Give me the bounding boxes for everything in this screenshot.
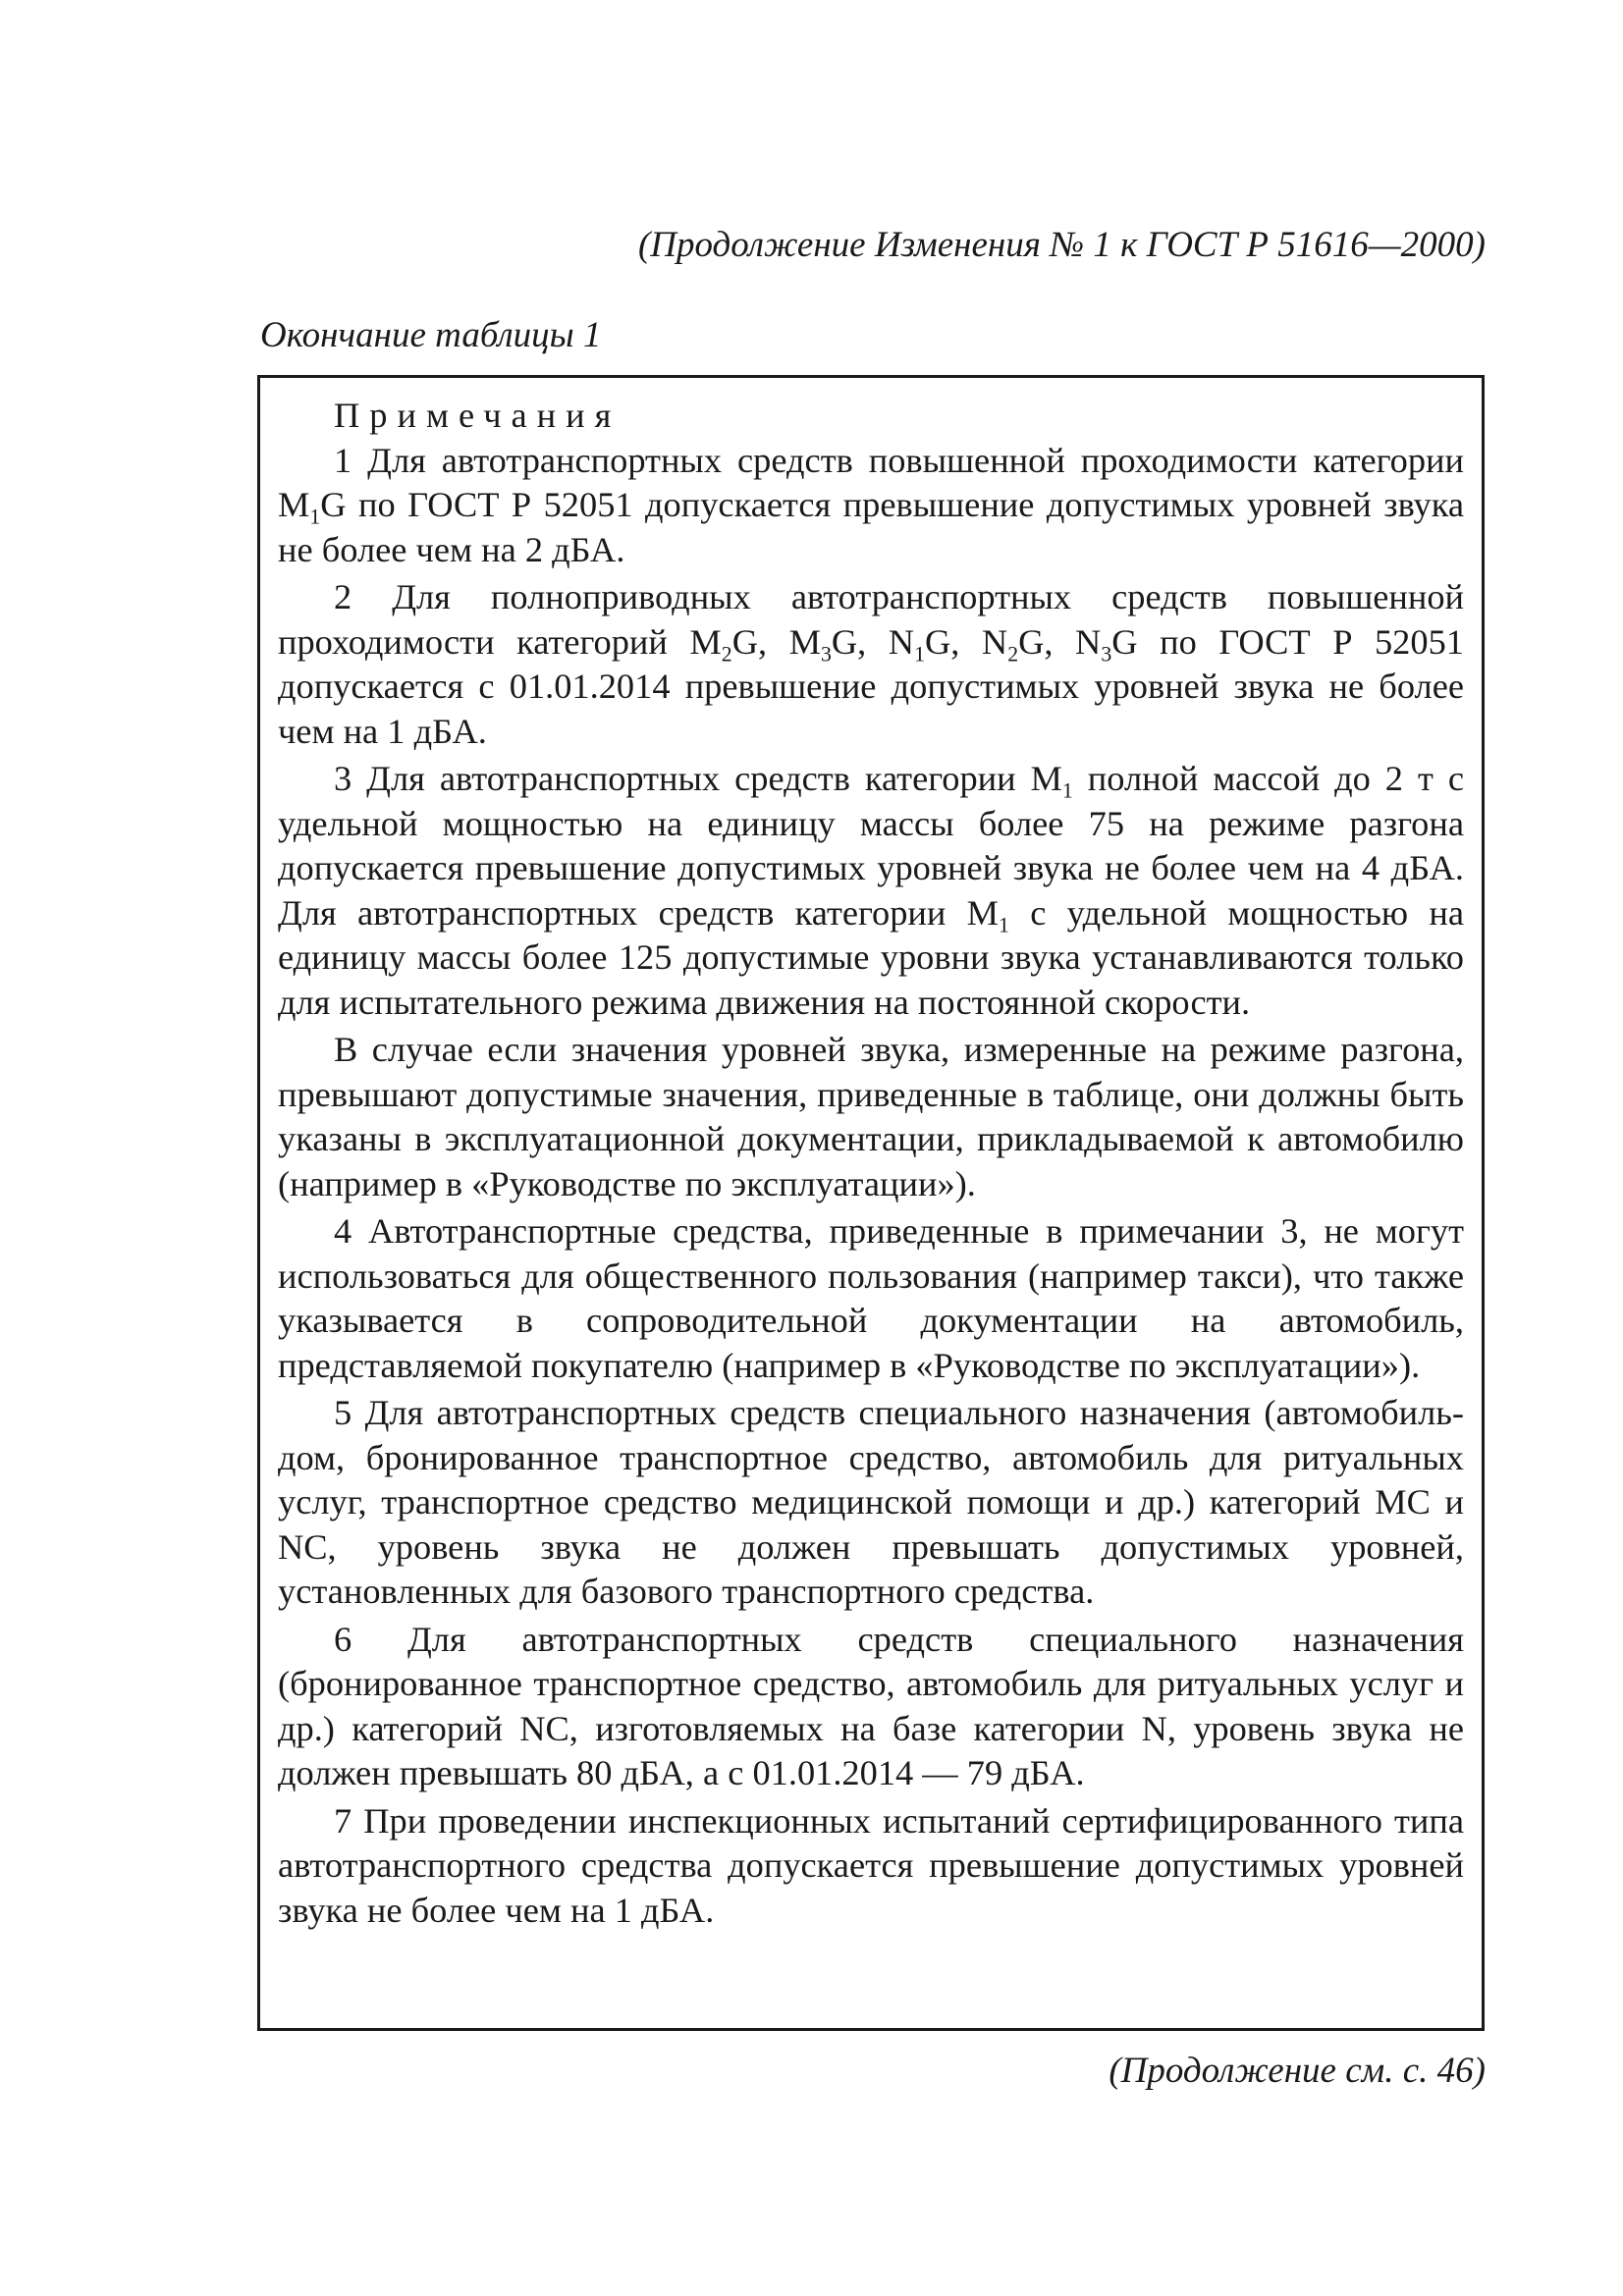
- note-7: 7 При проведении инспекционных испытаний сертифицированного типа автотранспортного средства допускается превышение допустимых уровней звука не более чем на 1 дБА.: [278, 1800, 1464, 1930]
- note-1: 1 Для автотранспортных средств повышенной проходимости категории $M_1G$ по ГОСТ Р 52051 допускается превышение допустимых уровней звука не более чем на 2 дБА.: [278, 440, 1464, 569]
- continuation-footer: (Продолжение см. с. 46): [1109, 2051, 1486, 2091]
- note-3: 3 Для автотранспортных средств категории $M_1$ полной массой до 2 т с удельной мощностью на единицу массы более 75 на режиме разгона допускается превышение допустимых уровней звука не более чем на 4 дБА. Для автотранспортных средств категории $M_1$ с удельной мощностью на единицу массы более 125 допустимые уровни звука устанавливаются только для испытательного режима движения на постоянной скорости.: [278, 759, 1464, 1022]
- note-2: 2 Для полноприводных автотранспортных средств повышенной проходимости категорий $M_2G$, $M_3G$, $N_1G$, $N_2G$, $N_3G$ по ГОСТ Р 52051 допускается с 01.01.2014 превышение допустимых уровней звука не более чем на 1 дБА.: [278, 577, 1464, 751]
- note-6: 6 Для автотранспортных средств специального назначения (бронированное транспортное средство, автомобиль для ритуальных услуг и др.) категорий NC, изготовляемых на базе категории N, уровень звука не должен превышать 80 дБА, а с 01.01.2014 — 79 дБА.: [278, 1619, 1464, 1792]
- notes-table-cell: [257, 375, 1485, 2031]
- note-5: 5 Для автотранспортных средств специального назначения (автомобиль-дом, бронированное транспортное средство, автомобиль для ритуальных услуг, транспортное средство медицинской помощи и др.) категорий МС и NC, уровень звука не должен превышать допустимых уровней, установленных для базового транспортного средства.: [278, 1393, 1464, 1611]
- table-caption: Окончание таблицы 1: [260, 315, 602, 355]
- note-3-continuation: В случае если значения уровней звука, измеренные на режиме разгона, превышают допустимые значения, приведенные в таблице, они должны быть указаны в эксплуатационной документации, прикладываемой к автомобилю (например в «Руководстве по эксплуатации»).: [278, 1030, 1464, 1203]
- notes-title: Примечания: [334, 396, 622, 435]
- note-4: 4 Автотранспортные средства, приведенные в примечании 3, не могут использоваться для общественного пользования (например такси), что также указывается в сопроводительной документации на автомобиль, представляемой покупателю (например в «Руководстве по эксплуатации»).: [278, 1211, 1464, 1385]
- running-header: (Продолжение Изменения № 1 к ГОСТ Р 51616—2000): [637, 225, 1486, 265]
